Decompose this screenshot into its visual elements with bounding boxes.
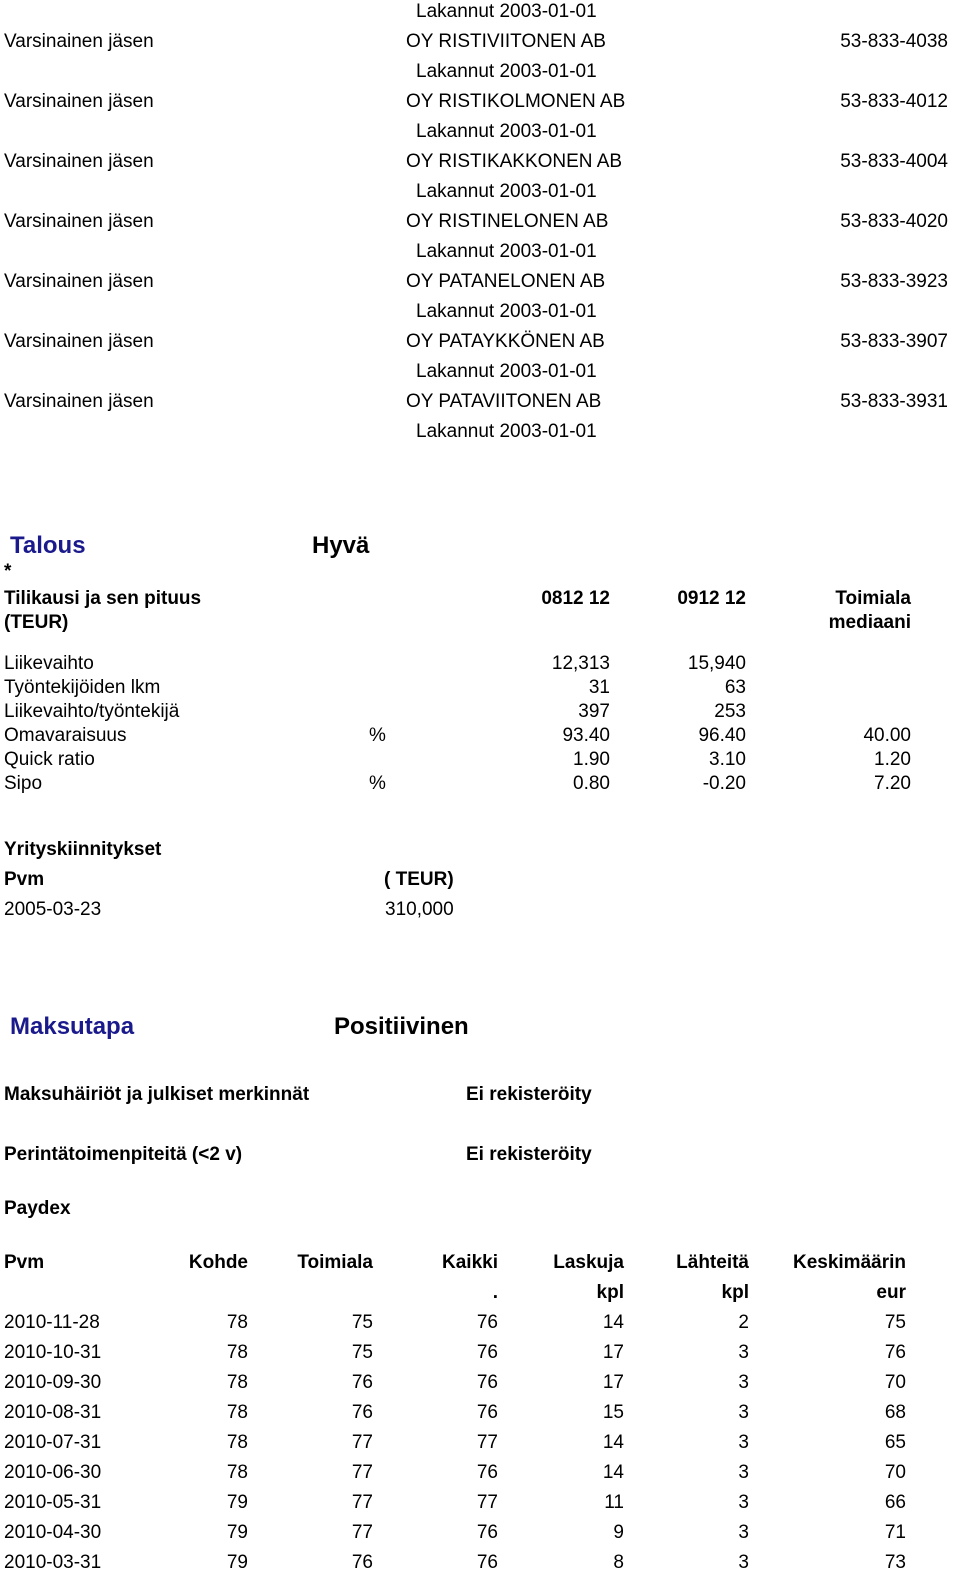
paydex-cell-keskimaarin: 75 (884, 1312, 906, 1333)
maksutapa-title: Maksutapa (10, 1013, 135, 1040)
talous-asterisk: * (4, 561, 12, 582)
talous-row-label: Omavaraisuus (4, 725, 127, 746)
paydex-cell-pvm: 2010-05-31 (4, 1492, 102, 1513)
member-id: 53-833-4012 (840, 91, 948, 112)
talous-row-label: Sipo (4, 773, 43, 794)
member-company: OY RISTIKOLMONEN AB (406, 91, 626, 112)
paydex-cell-kaikki: 76 (476, 1522, 498, 1543)
member-company: OY RISTINELONEN AB (406, 211, 609, 232)
member-company: OY PATAVIITONEN AB (406, 391, 602, 412)
paydex-cell-laskuja: 14 (602, 1462, 624, 1483)
paydex-cell-lahteita: 3 (738, 1462, 749, 1483)
paydex-cell-laskuja: 9 (613, 1522, 624, 1543)
paydex-cell-toimiala: 75 (351, 1312, 373, 1333)
paydex-cell-keskimaarin: 65 (884, 1432, 906, 1453)
member-role: Varsinainen jäsen (4, 331, 154, 352)
paydex-subheader-kaikki: . (492, 1282, 498, 1303)
member-status: Lakannut 2003-01-01 (416, 361, 597, 382)
talous-row-label: Työntekijöiden lkm (4, 677, 161, 698)
talous-header-label: Tilikausi ja sen pituus (4, 588, 202, 609)
paydex-cell-lahteita: 3 (738, 1552, 749, 1573)
talous-title: Talous (10, 532, 86, 559)
member-company: OY RISTIKAKKONEN AB (406, 151, 623, 172)
member-status: Lakannut 2003-01-01 (416, 241, 597, 262)
talous-row-value2: -0.20 (702, 773, 746, 794)
talous-row-value1: 93.40 (562, 725, 610, 746)
member-status: Lakannut 2003-01-01 (416, 301, 597, 322)
paydex-cell-lahteita: 3 (738, 1492, 749, 1513)
talous-row-value1: 12,313 (551, 653, 610, 674)
paydex-cell-keskimaarin: 76 (884, 1342, 906, 1363)
paydex-cell-kohde: 78 (226, 1462, 248, 1483)
talous-row-label: Quick ratio (4, 749, 95, 770)
talous-row-unit: % (369, 773, 386, 794)
paydex-cell-keskimaarin: 73 (884, 1552, 906, 1573)
paydex-cell-keskimaarin: 71 (884, 1522, 906, 1543)
member-status: Lakannut 2003-01-01 (416, 61, 597, 82)
paydex-cell-keskimaarin: 66 (884, 1492, 906, 1513)
paydex-cell-keskimaarin: 68 (884, 1402, 906, 1423)
paydex-subheader-laskuja: kpl (596, 1282, 624, 1303)
talous-row-value2: 96.40 (698, 725, 746, 746)
paydex-cell-kohde: 78 (226, 1402, 248, 1423)
paydex-header-lahteita: Lähteitä (676, 1252, 749, 1273)
talous-col2-header: 0912 12 (677, 588, 746, 609)
paydex-cell-toimiala: 76 (351, 1552, 373, 1573)
paydex-header-pvm: Pvm (4, 1252, 45, 1273)
kiinnitykset-amount-header: ( TEUR) (384, 869, 454, 890)
talous-row-unit: % (369, 725, 386, 746)
talous-row-label: Liikevaihto/työntekijä (4, 701, 180, 722)
paydex-cell-pvm: 2010-08-31 (4, 1402, 102, 1423)
talous-row-value3: 40.00 (863, 725, 911, 746)
maksutapa-value: Positiivinen (334, 1013, 469, 1040)
paydex-cell-kohde: 78 (226, 1312, 248, 1333)
paydex-cell-laskuja: 17 (602, 1372, 624, 1393)
member-status-top: Lakannut 2003-01-01 (416, 1, 597, 22)
member-id: 53-833-4020 (840, 211, 948, 232)
talous-row-value1: 31 (588, 677, 610, 698)
kiinnitykset-amount: 310,000 (385, 899, 454, 920)
member-status: Lakannut 2003-01-01 (416, 181, 597, 202)
talous-row-value2: 253 (714, 701, 746, 722)
perinta-label: Perintätoimenpiteitä (<2 v) (4, 1144, 243, 1165)
paydex-cell-kaikki: 76 (476, 1372, 498, 1393)
member-id: 53-833-4038 (840, 31, 948, 52)
paydex-cell-toimiala: 77 (351, 1492, 373, 1513)
kiinnitykset-date-header: Pvm (4, 869, 45, 890)
paydex-cell-kaikki: 76 (476, 1342, 498, 1363)
paydex-cell-lahteita: 3 (738, 1372, 749, 1393)
paydex-cell-lahteita: 3 (738, 1432, 749, 1453)
paydex-cell-kohde: 78 (226, 1342, 248, 1363)
paydex-cell-kaikki: 77 (476, 1492, 498, 1513)
paydex-cell-keskimaarin: 70 (884, 1462, 906, 1483)
paydex-cell-pvm: 2010-09-30 (4, 1372, 102, 1393)
member-id: 53-833-3907 (840, 331, 948, 352)
member-role: Varsinainen jäsen (4, 151, 154, 172)
paydex-cell-pvm: 2010-03-31 (4, 1552, 102, 1573)
paydex-cell-laskuja: 17 (602, 1342, 624, 1363)
talous-row-value1: 0.80 (573, 773, 610, 794)
paydex-cell-toimiala: 77 (351, 1522, 373, 1543)
talous-row-value2: 3.10 (709, 749, 746, 770)
talous-row-label: Liikevaihto (4, 653, 94, 674)
paydex-subheader-lahteita: kpl (721, 1282, 749, 1303)
talous-col1-header: 0812 12 (541, 588, 610, 609)
paydex-cell-toimiala: 77 (351, 1432, 373, 1453)
paydex-cell-toimiala: 75 (351, 1342, 373, 1363)
paydex-header-kohde: Kohde (188, 1252, 248, 1273)
paydex-cell-toimiala: 76 (351, 1372, 373, 1393)
member-company: OY PATANELONEN AB (406, 271, 606, 292)
talous-row-value2: 63 (724, 677, 746, 698)
member-id: 53-833-3923 (840, 271, 948, 292)
paydex-cell-laskuja: 8 (613, 1552, 624, 1573)
paydex-cell-laskuja: 15 (602, 1402, 624, 1423)
paydex-cell-laskuja: 14 (602, 1432, 624, 1453)
paydex-cell-toimiala: 77 (351, 1462, 373, 1483)
member-role: Varsinainen jäsen (4, 211, 154, 232)
paydex-header-keskimaarin: Keskimäärin (792, 1252, 906, 1273)
paydex-cell-laskuja: 14 (602, 1312, 624, 1333)
maksuhairiot-label: Maksuhäiriöt ja julkiset merkinnät (4, 1084, 310, 1105)
paydex-cell-kaikki: 76 (476, 1402, 498, 1423)
perinta-value: Ei rekisteröity (466, 1144, 592, 1165)
paydex-header-kaikki: Kaikki (442, 1252, 498, 1273)
talous-row-value2: 15,940 (687, 653, 746, 674)
paydex-cell-pvm: 2010-07-31 (4, 1432, 102, 1453)
paydex-cell-lahteita: 3 (738, 1522, 749, 1543)
talous-row-value3: 1.20 (874, 749, 911, 770)
member-role: Varsinainen jäsen (4, 391, 154, 412)
member-id: 53-833-3931 (840, 391, 948, 412)
paydex-cell-pvm: 2010-11-28 (4, 1312, 100, 1333)
member-company: OY PATAYKKÖNEN AB (406, 331, 605, 352)
member-status: Lakannut 2003-01-01 (416, 421, 597, 442)
paydex-subheader-keskimaarin: eur (876, 1282, 906, 1303)
talous-row-value1: 1.90 (573, 749, 610, 770)
talous-col3-header-sub: mediaani (828, 612, 911, 633)
paydex-header-toimiala: Toimiala (297, 1252, 373, 1273)
member-status: Lakannut 2003-01-01 (416, 121, 597, 142)
member-role: Varsinainen jäsen (4, 31, 154, 52)
member-role: Varsinainen jäsen (4, 271, 154, 292)
paydex-cell-kohde: 79 (226, 1552, 248, 1573)
paydex-cell-kaikki: 76 (476, 1552, 498, 1573)
kiinnitykset-date: 2005-03-23 (4, 899, 102, 920)
paydex-cell-kohde: 79 (226, 1522, 248, 1543)
paydex-header-laskuja: Laskuja (553, 1252, 624, 1273)
talous-row-value1: 397 (578, 701, 610, 722)
paydex-title: Paydex (4, 1198, 71, 1219)
member-id: 53-833-4004 (840, 151, 948, 172)
member-role: Varsinainen jäsen (4, 91, 154, 112)
talous-col3-header: Toimiala (835, 588, 911, 609)
talous-rating: Hyvä (312, 532, 370, 559)
member-company: OY RISTIVIITONEN AB (406, 31, 606, 52)
paydex-cell-laskuja: 11 (604, 1492, 624, 1513)
talous-header-unit: (TEUR) (4, 612, 69, 633)
maksuhairiot-value: Ei rekisteröity (466, 1084, 592, 1105)
paydex-cell-kohde: 79 (226, 1492, 248, 1513)
paydex-cell-pvm: 2010-04-30 (4, 1522, 102, 1543)
kiinnitykset-title: Yrityskiinnitykset (4, 839, 162, 860)
paydex-cell-kaikki: 77 (476, 1432, 498, 1453)
paydex-cell-toimiala: 76 (351, 1402, 373, 1423)
paydex-cell-keskimaarin: 70 (884, 1372, 906, 1393)
paydex-cell-pvm: 2010-10-31 (4, 1342, 102, 1363)
paydex-cell-pvm: 2010-06-30 (4, 1462, 102, 1483)
paydex-cell-lahteita: 2 (738, 1312, 749, 1333)
paydex-cell-kohde: 78 (226, 1372, 248, 1393)
paydex-cell-kaikki: 76 (476, 1462, 498, 1483)
paydex-cell-lahteita: 3 (738, 1402, 749, 1423)
paydex-cell-kohde: 78 (226, 1432, 248, 1453)
paydex-cell-kaikki: 76 (476, 1312, 498, 1333)
paydex-cell-lahteita: 3 (738, 1342, 749, 1363)
talous-row-value3: 7.20 (874, 773, 911, 794)
